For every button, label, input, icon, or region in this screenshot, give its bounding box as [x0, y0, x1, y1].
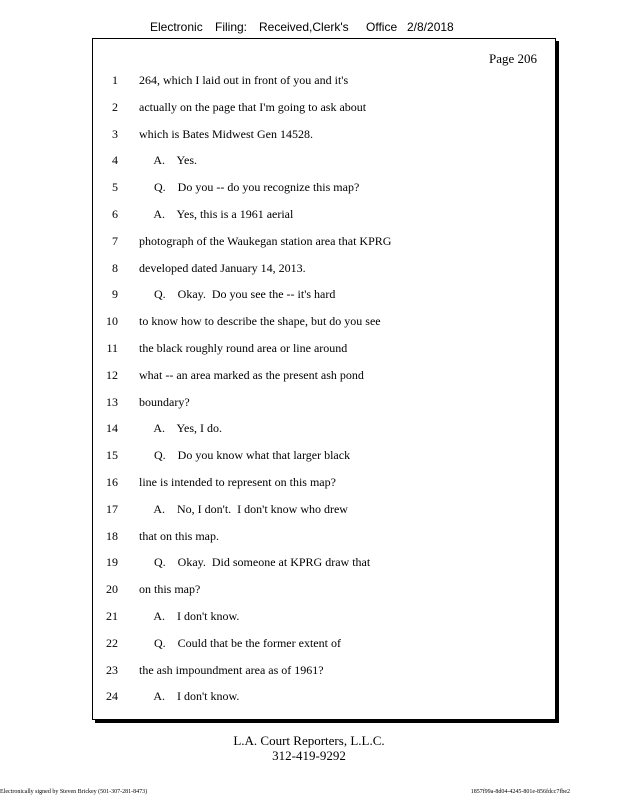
line-text: photograph of the Waukegan station area that KPRG [139, 233, 392, 248]
line-number: 4 [112, 153, 118, 168]
line-number: 3 [112, 126, 118, 141]
line-number: 9 [112, 287, 118, 302]
line-text: Q. Okay. Do you see the -- it's hard [139, 287, 336, 302]
filing-header [0, 20, 618, 36]
line-number: 23 [106, 662, 118, 677]
transcript-line [93, 502, 555, 520]
transcript-line [93, 663, 555, 681]
line-text: Q. Could that be the former extent of [139, 635, 341, 650]
line-text: actually on the page that I'm going to ask about [139, 99, 367, 114]
transcript-line [93, 207, 555, 225]
transcript-line [93, 529, 555, 547]
document-hash: 1857f99a-8d04-4245-801e-856fdcc7fbe2 [470, 789, 570, 795]
line-text: to know how to describe the shape, but do you see [139, 314, 381, 329]
line-text: A. I don't know. [139, 609, 240, 623]
line-number: 24 [106, 689, 118, 704]
line-number: 14 [106, 421, 118, 436]
transcript-line [93, 100, 555, 118]
transcript-line [93, 234, 555, 252]
header-filing: Filing: [215, 20, 248, 34]
line-number: 21 [106, 609, 118, 623]
header-date: 2/8/2018 [407, 20, 454, 34]
line-text: boundary? [139, 394, 190, 409]
transcript-line [93, 180, 555, 198]
transcript-line [93, 421, 555, 439]
line-number: 13 [106, 394, 118, 409]
line-text: what -- an area marked as the present ash pond [139, 367, 364, 382]
transcript-page [92, 38, 556, 720]
header-received: Received,Clerk's [259, 20, 349, 34]
line-number: 19 [106, 555, 118, 570]
electronic-signature: Electronically signed by Steven Brickey (501-307-281-8473) [0, 789, 148, 795]
line-number: 12 [106, 367, 118, 382]
line-text: on this map? [139, 582, 201, 597]
page-number: Page 206 [488, 51, 537, 66]
transcript-line [93, 448, 555, 466]
line-number: 8 [112, 260, 118, 275]
line-number: 22 [106, 635, 118, 650]
transcript-line [93, 261, 555, 279]
transcript-line [93, 636, 555, 654]
transcript-line [93, 341, 555, 359]
line-text: the ash impoundment area as of 1961? [139, 662, 324, 677]
line-number: 5 [112, 180, 118, 195]
line-number: 6 [112, 207, 118, 221]
transcript-line [93, 73, 555, 91]
line-text: 264, which I laid out in front of you and it's [139, 73, 349, 87]
transcript-line [93, 153, 555, 171]
header-electronic: Electronic [150, 20, 203, 34]
line-number: 7 [112, 233, 118, 248]
line-text: A. Yes. [139, 153, 198, 168]
line-text: Q. Do you -- do you recognize this map? [139, 180, 360, 195]
transcript-line [93, 395, 555, 413]
header-office: Office [366, 20, 398, 34]
line-text: which is Bates Midwest Gen 14528. [139, 126, 313, 141]
line-number: 15 [106, 448, 118, 463]
line-text: that on this map. [139, 528, 219, 543]
line-number: 16 [106, 475, 118, 489]
line-text: A. Yes, I do. [139, 421, 223, 436]
transcript-line [93, 368, 555, 386]
transcript-line [93, 582, 555, 600]
transcript-line [93, 555, 555, 573]
line-number: 11 [106, 341, 118, 355]
line-text: developed dated January 14, 2013. [139, 260, 306, 275]
transcript-line [93, 609, 555, 627]
line-number: 1 [112, 73, 118, 87]
transcript-line [93, 689, 555, 707]
transcript-line [93, 475, 555, 493]
line-text: line is intended to represent on this map? [139, 475, 336, 489]
line-number: 2 [112, 99, 118, 114]
footer-company: L.A. Court Reporters, L.L.C. [233, 733, 385, 748]
line-text: A. Yes, this is a 1961 aerial [139, 207, 294, 221]
line-text: the black roughly round area or line around [139, 341, 348, 355]
transcript-line [93, 127, 555, 145]
line-number: 10 [106, 314, 118, 329]
line-text: A. No, I don't. I don't know who drew [139, 501, 348, 516]
line-number: 18 [106, 528, 118, 543]
line-text: A. I don't know. [139, 689, 240, 704]
line-text: Q. Do you know what that larger black [139, 448, 351, 463]
footer-phone: 312-419-9292 [272, 748, 346, 763]
transcript-line [93, 287, 555, 305]
transcript-line [93, 314, 555, 332]
line-text: Q. Okay. Did someone at KPRG draw that [139, 555, 371, 570]
line-number: 20 [106, 582, 118, 597]
line-number: 17 [106, 501, 118, 516]
